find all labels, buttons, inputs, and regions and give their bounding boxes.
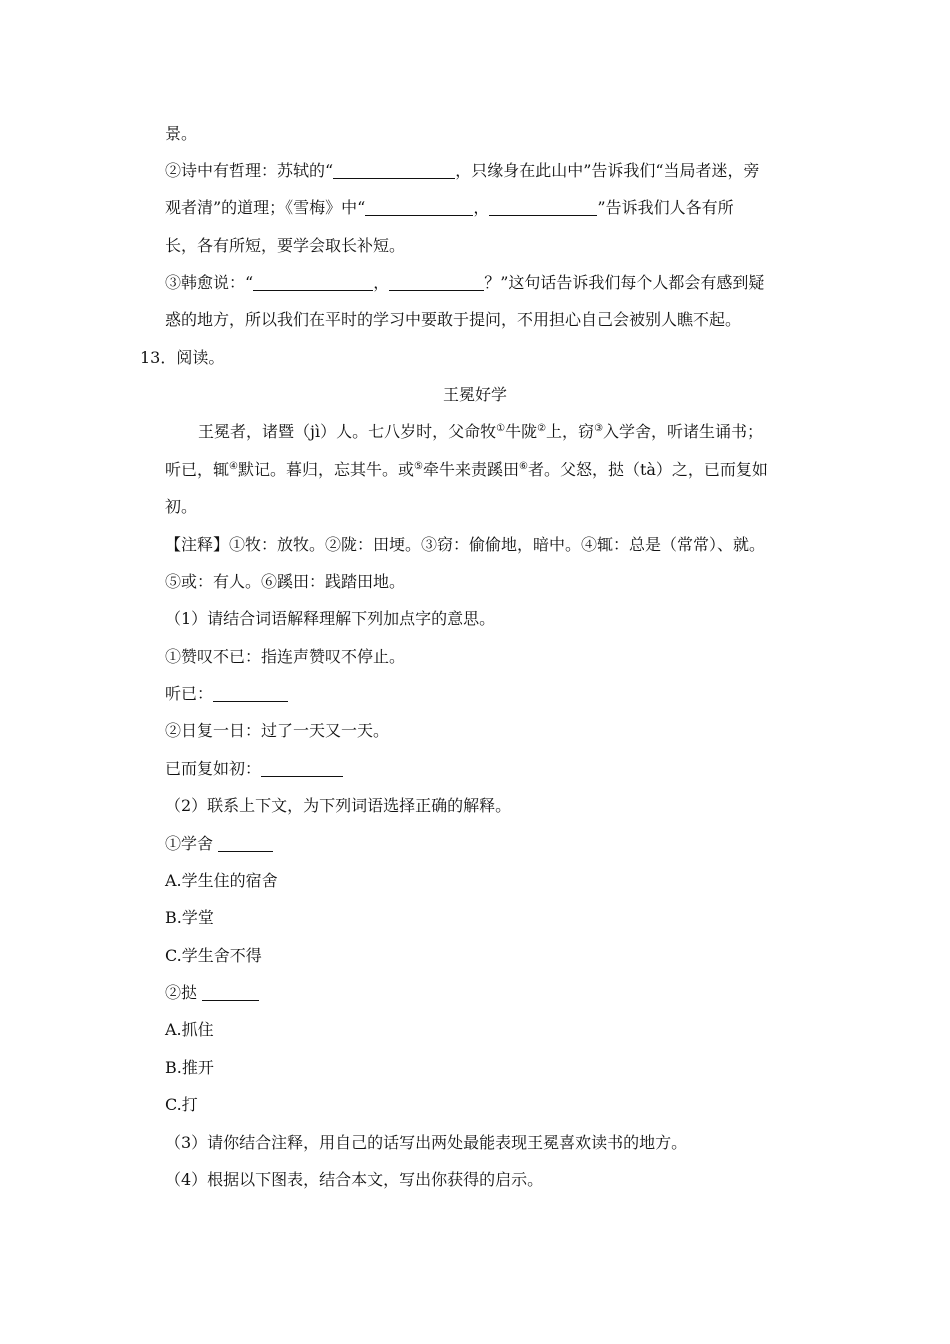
option-c[interactable]: C.学生舍不得 <box>165 946 262 965</box>
choice-question: ①学舍 <box>165 834 273 854</box>
option-b[interactable]: B.推开 <box>165 1058 214 1077</box>
option-a[interactable]: A.抓住 <box>165 1020 214 1039</box>
passage-line: 初。 <box>165 497 198 516</box>
sub-question-2: （2）联系上下文，为下列词语选择正确的解释。 <box>165 796 512 815</box>
answer-line: 听已： <box>165 684 288 704</box>
footnote-marker: ① <box>496 423 506 434</box>
answer-blank[interactable] <box>365 199 473 216</box>
answer-blank[interactable] <box>213 685 288 702</box>
question-item-2: ②诗中有哲理：苏轼的“ ，只缘身在此山中”告诉我们“当局者迷，旁 <box>165 161 760 180</box>
answer-blank[interactable] <box>489 199 597 216</box>
option-a[interactable]: A.学生住的宿舍 <box>165 871 278 890</box>
answer-blank[interactable] <box>218 835 273 852</box>
footnote-marker: ⑥ <box>518 461 528 472</box>
answer-blank[interactable] <box>333 162 455 179</box>
sub-question-1: （1）请结合词语解释理解下列加点字的意思。 <box>165 609 496 628</box>
sub-question-3: （3）请你结合注释，用自己的话写出两处最能表现王冕喜欢读书的地方。 <box>165 1133 688 1152</box>
question-item-3: ③韩愈说：“ ， ？”这句话告诉我们每个人都会有感到疑 <box>165 273 765 292</box>
footnote-marker: ④ <box>229 461 238 472</box>
answer-blank[interactable] <box>389 274 484 291</box>
example-line: ①赞叹不已：指连声赞叹不停止。 <box>165 647 406 666</box>
text-line: 观者清”的道理；《雪梅》中“ ， ”告诉我们人各有所 <box>165 198 734 217</box>
footnote-marker: ② <box>537 423 547 434</box>
passage-title: 王冕好学 <box>442 385 507 404</box>
passage-paragraph: 王冕者，诸暨（jì）人。七八岁时，父命牧①牛陇②上，窃③入学舍，听诸生诵书； <box>198 422 764 441</box>
passage-line: 听已，辄④默记。暮归，忘其牛。或⑤牵牛来责蹊田⑥者。父怒，挞（tà）之，已而复如 <box>165 460 768 479</box>
choice-question: ②挞 <box>165 983 259 1003</box>
option-c[interactable]: C.打 <box>165 1095 198 1114</box>
example-line: ②日复一日：过了一天又一天。 <box>165 721 390 740</box>
answer-blank[interactable] <box>253 274 373 291</box>
notes: ⑤或：有人。⑥蹊田：践踏田地。 <box>165 572 406 591</box>
footnote-marker: ③ <box>594 423 604 434</box>
answer-blank[interactable] <box>202 984 259 1001</box>
question-number: 13．阅读。 <box>140 348 225 367</box>
option-b[interactable]: B.学堂 <box>165 908 214 927</box>
text-line: 长，各有所短，要学会取长补短。 <box>165 236 406 255</box>
answer-line: 已而复如初： <box>165 759 343 779</box>
text-line: 景。 <box>165 124 198 143</box>
answer-blank[interactable] <box>261 760 343 777</box>
sub-question-4: （4）根据以下图表，结合本文，写出你获得的启示。 <box>165 1170 544 1189</box>
text-line: 惑的地方，所以我们在平时的学习中要敢于提问，不用担心自己会被别人瞧不起。 <box>165 310 742 329</box>
footnote-marker: ⑤ <box>414 461 423 472</box>
notes: 【注释】①牧：放牧。②陇：田埂。③窃：偷偷地，暗中。④辄：总是（常常）、就。 <box>165 535 766 554</box>
